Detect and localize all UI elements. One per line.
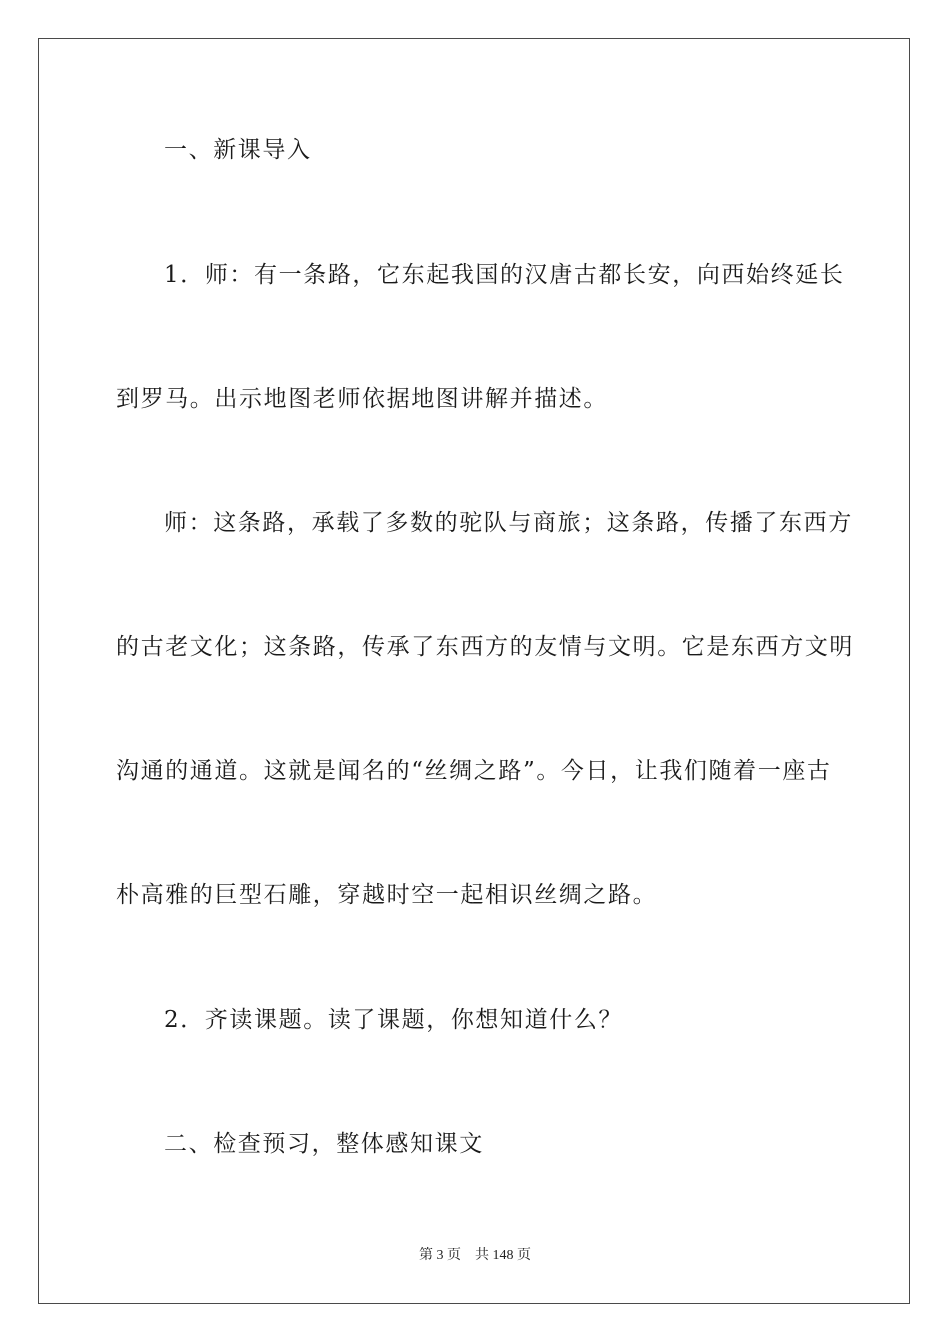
- paragraph-line: 2．齐读课题。读了课题，你想知道什么？: [164, 1007, 624, 1033]
- paragraph-line: 的古老文化；这条路，传承了东西方的友情与文明。它是东西方文明: [116, 634, 854, 660]
- page-footer: [0, 1247, 950, 1265]
- section-heading-preview: 二、检查预习，整体感知课文: [164, 1131, 484, 1157]
- page-border: [38, 38, 910, 1304]
- page-total: 共 148 页: [475, 1248, 531, 1263]
- paragraph-line: 1．师：有一条路，它东起我国的汉唐古都长安，向西始终延长: [164, 262, 845, 288]
- paragraph-line: 沟通的通道。这就是闻名的“丝绸之路”。今日，让我们随着一座古: [116, 758, 832, 784]
- page-number: 第 3 页: [419, 1248, 461, 1263]
- paragraph-line: 到罗马。出示地图老师依据地图讲解并描述。: [116, 386, 608, 412]
- paragraph-line: 师：这条路，承载了多数的驼队与商旅；这条路，传播了东西方: [164, 510, 853, 536]
- section-heading-intro: 一、新课导入: [164, 137, 312, 163]
- paragraph-line: 朴高雅的巨型石雕，穿越时空一起相识丝绸之路。: [116, 882, 658, 908]
